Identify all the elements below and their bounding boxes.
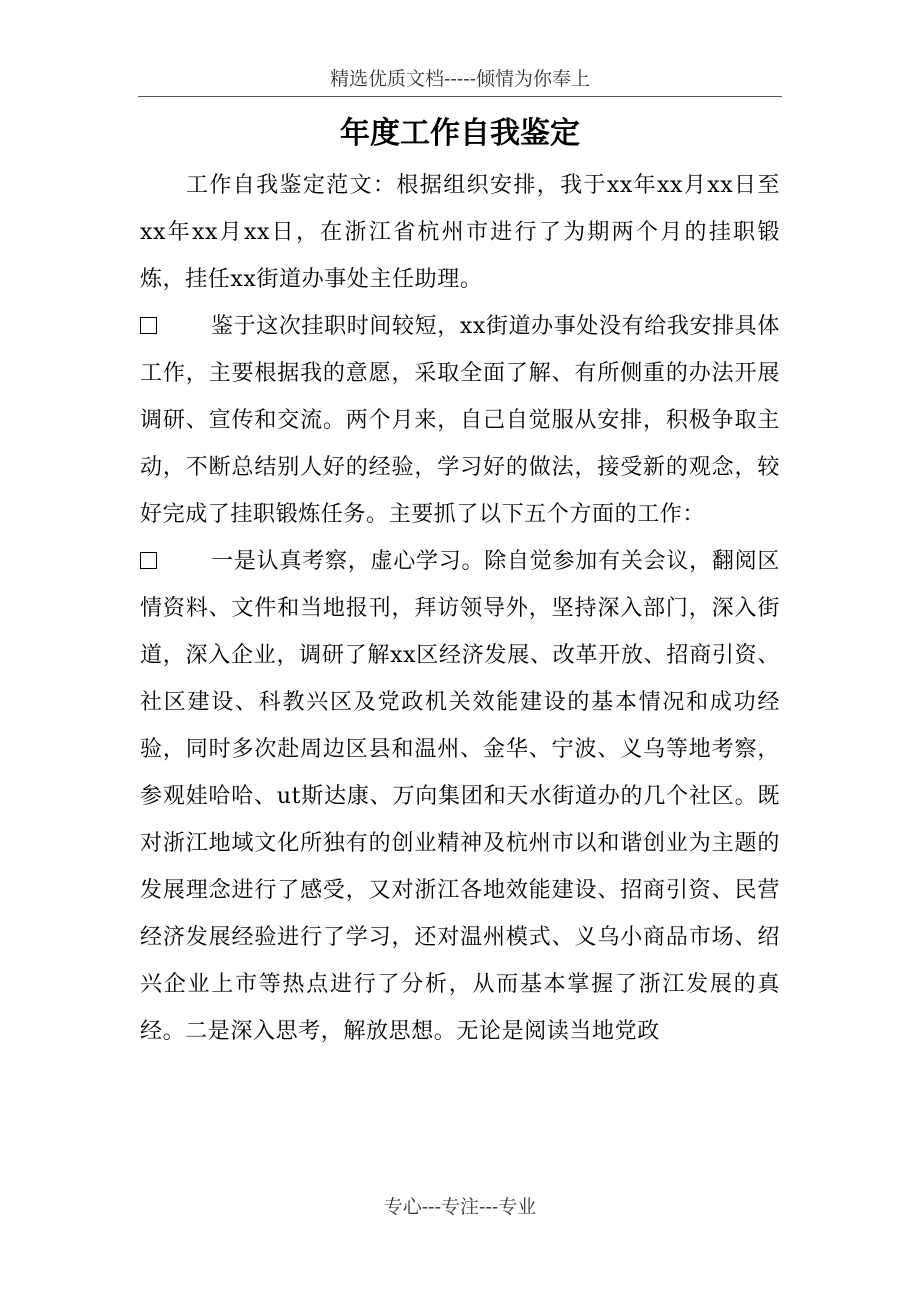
paragraph-intro: 工作自我鉴定范文：根据组织安排，我于xx年xx月xx日至xx年xx月xx日，在浙江省杭州市进行了为期两个月的挂职锻炼，挂任xx街道办事处主任助理。 bbox=[140, 173, 780, 292]
page-footer: 专心---专注---专业 bbox=[383, 1196, 537, 1218]
paragraph-overview-text: 鉴于这次挂职时间较短，xx街道办事处没有给我安排具体工作，主要根据我的意愿，采取全面了解、有所侧重的办法开展调研、宣传和交流。两个月来，自己自觉服从安排，积极争取主动，不断总结别人好的经验，学习好的做法，接受新的观念，较好完成了挂职锻炼任务。主要抓了以下五个方面的工作： bbox=[140, 314, 780, 527]
paragraph-study bbox=[140, 538, 780, 1055]
header-divider bbox=[138, 96, 782, 97]
checkbox-icon bbox=[140, 552, 157, 569]
paragraph-overview bbox=[140, 303, 780, 538]
document-title: 年度工作自我鉴定 bbox=[340, 116, 580, 151]
checkbox-icon bbox=[140, 317, 157, 334]
paragraph-study-text: 一是认真考察，虚心学习。除自觉参加有关会议，翻阅区情资料、文件和当地报刊，拜访领导外，坚持深入部门，深入街道，深入企业，调研了解xx区经济发展、改革开放、招商引资、社区建设、科教兴区及党政机关效能建设的基本情况和成功经验，同时多次赴周边区县和温州、金华、宁波、义乌等地考察，参观娃哈哈、ut斯达康、万向集团和天水街道办的几个社区。既对浙江地域文化所独有的创业精神及杭州市以和谐创业为主题的发展理念进行了感受，又对浙江各地效能建设、招商引资、民营经济发展经验进行了学习，还对温州模式、义乌小商品市场、绍兴企业上市等热点进行了分析，从而基本掌握了浙江发展的真经。二是深入思考，解放思想。无论是阅读当地党政 bbox=[140, 549, 780, 1044]
document-body bbox=[140, 162, 780, 1055]
page-header: 精选优质文档-----倾情为你奉上 bbox=[329, 68, 591, 90]
